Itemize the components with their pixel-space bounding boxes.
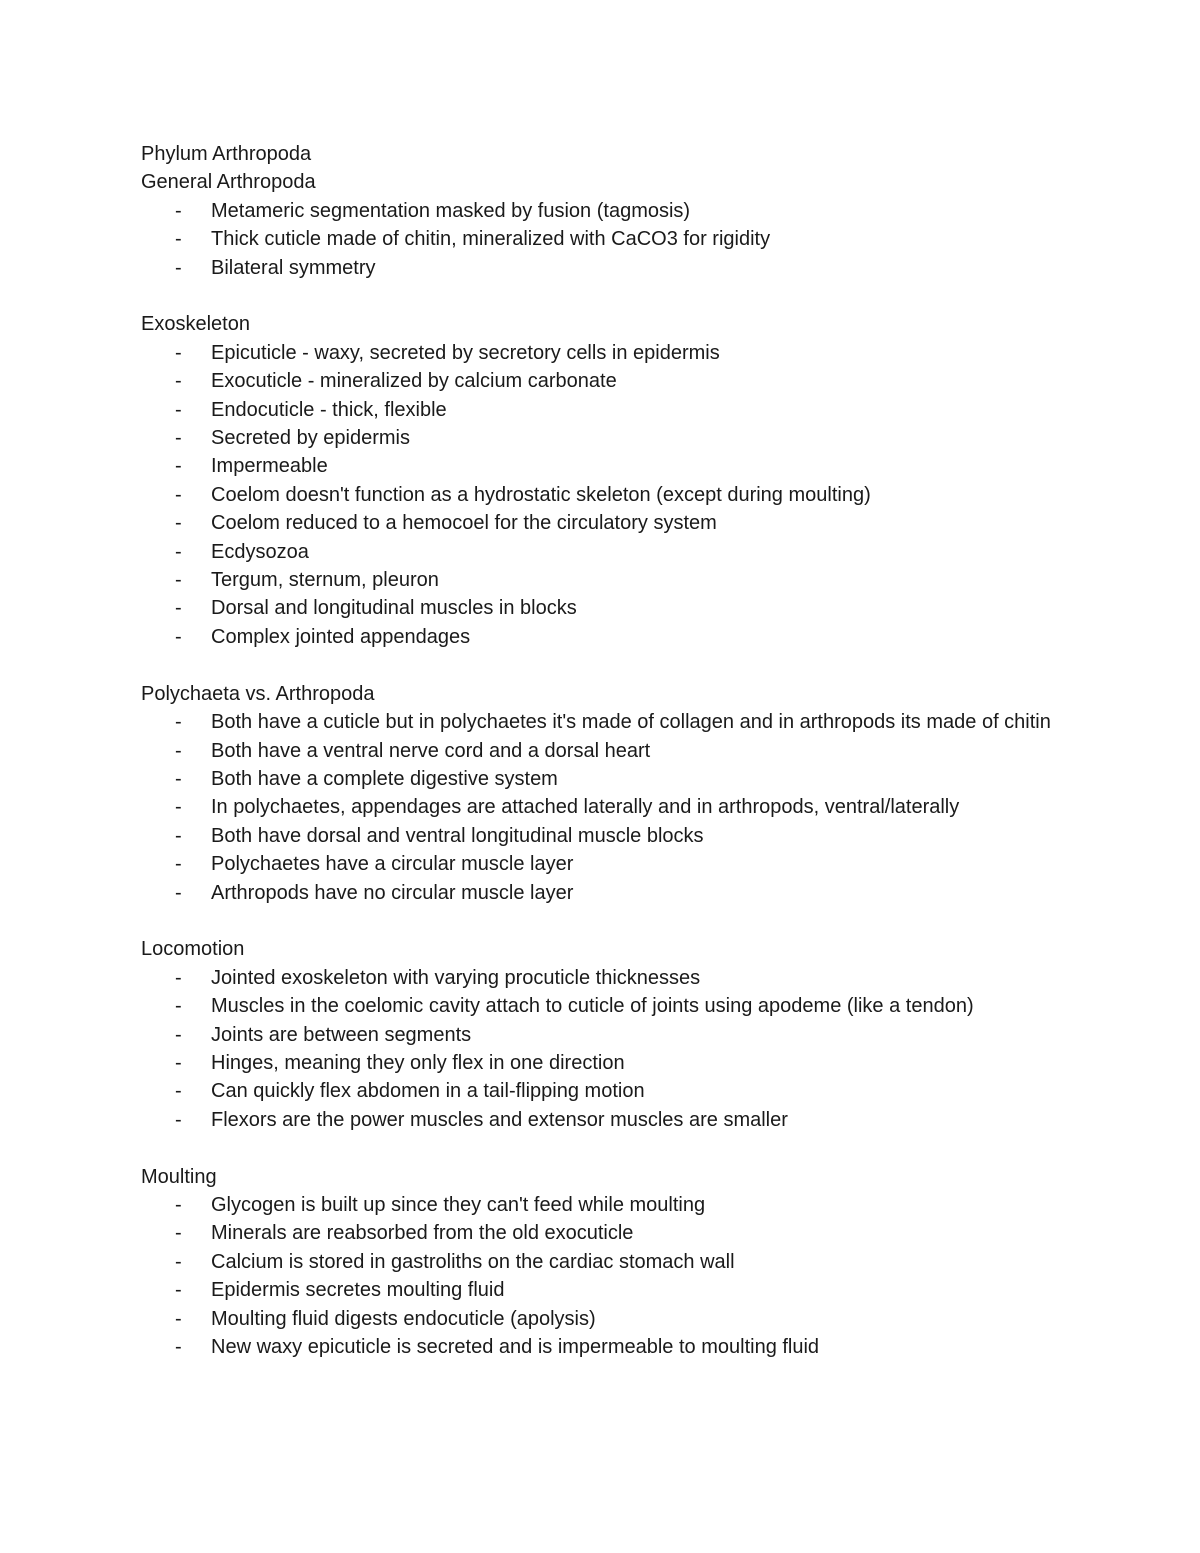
dash-bullet-icon: - bbox=[175, 1080, 182, 1103]
list-item bbox=[141, 850, 1061, 878]
list-item bbox=[141, 367, 1061, 395]
list-item-text: Both have a ventral nerve cord and a dorsal heart bbox=[211, 739, 651, 762]
document-page bbox=[141, 140, 1061, 1361]
dash-bullet-icon: - bbox=[175, 739, 182, 762]
list-item-text: Endocuticle - thick, flexible bbox=[211, 398, 447, 421]
list-item-text: Thick cuticle made of chitin, mineralized with CaCO3 for rigidity bbox=[211, 228, 771, 251]
dash-bullet-icon: - bbox=[175, 881, 182, 904]
dash-bullet-icon: - bbox=[175, 1051, 182, 1074]
list-item bbox=[141, 793, 1061, 821]
section-heading: Exoskeleton bbox=[141, 313, 250, 336]
list-item-text: Arthropods have no circular muscle layer bbox=[211, 881, 574, 904]
list-item-text: Muscles in the coelomic cavity attach to cuticle of joints using apodeme (like a tendon) bbox=[211, 995, 974, 1018]
dash-bullet-icon: - bbox=[175, 767, 182, 790]
dash-bullet-icon: - bbox=[175, 625, 182, 648]
list-item-text: Minerals are reabsorbed from the old exocuticle bbox=[211, 1222, 634, 1245]
list-item-text: In polychaetes, appendages are attached laterally and in arthropods, ventral/laterally bbox=[211, 796, 960, 819]
dash-bullet-icon: - bbox=[175, 199, 182, 222]
list-item bbox=[141, 594, 1061, 622]
dash-bullet-icon: - bbox=[175, 256, 182, 279]
dash-bullet-icon: - bbox=[175, 512, 182, 535]
section-heading: Locomotion bbox=[141, 938, 245, 961]
dash-bullet-icon: - bbox=[175, 483, 182, 506]
list-item-text: Complex jointed appendages bbox=[211, 625, 471, 648]
dash-bullet-icon: - bbox=[175, 540, 182, 563]
dash-bullet-icon: - bbox=[175, 1108, 182, 1131]
list-item bbox=[141, 1219, 1061, 1247]
list-item-text: Epidermis secretes moulting fluid bbox=[211, 1279, 505, 1302]
list-item-text: Tergum, sternum, pleuron bbox=[211, 569, 439, 592]
list-item-text: Ecdysozoa bbox=[211, 540, 309, 563]
list-item bbox=[141, 452, 1061, 480]
bullet-list bbox=[141, 1191, 1061, 1361]
list-item bbox=[141, 623, 1061, 651]
list-item bbox=[141, 566, 1061, 594]
section-heading: General Arthropoda bbox=[141, 171, 316, 194]
dash-bullet-icon: - bbox=[175, 370, 182, 393]
list-item-text: Coelom reduced to a hemocoel for the circulatory system bbox=[211, 512, 717, 535]
list-item-text: Impermeable bbox=[211, 455, 328, 478]
list-item bbox=[141, 1276, 1061, 1304]
dash-bullet-icon: - bbox=[175, 1250, 182, 1273]
list-item bbox=[141, 1191, 1061, 1219]
dash-bullet-icon: - bbox=[175, 398, 182, 421]
list-item bbox=[141, 822, 1061, 850]
list-item-text: New waxy epicuticle is secreted and is impermeable to moulting fluid bbox=[211, 1336, 820, 1358]
list-item-text: Epicuticle - waxy, secreted by secretory cells in epidermis bbox=[211, 341, 720, 364]
dash-bullet-icon: - bbox=[175, 1222, 182, 1245]
list-item-text: Calcium is stored in gastroliths on the cardiac stomach wall bbox=[211, 1250, 735, 1273]
list-item bbox=[141, 481, 1061, 509]
list-item bbox=[141, 225, 1061, 253]
dash-bullet-icon: - bbox=[175, 341, 182, 364]
dash-bullet-icon: - bbox=[175, 228, 182, 251]
list-item-text: Polychaetes have a circular muscle layer bbox=[211, 853, 574, 876]
list-item bbox=[141, 1333, 1061, 1361]
list-item bbox=[141, 1106, 1061, 1134]
list-item bbox=[141, 396, 1061, 424]
dash-bullet-icon: - bbox=[175, 427, 182, 450]
list-item bbox=[141, 765, 1061, 793]
section bbox=[141, 310, 1061, 651]
section bbox=[141, 1163, 1061, 1362]
list-item bbox=[141, 1049, 1061, 1077]
list-item bbox=[141, 424, 1061, 452]
list-item bbox=[141, 197, 1061, 225]
dash-bullet-icon: - bbox=[175, 455, 182, 478]
dash-bullet-icon: - bbox=[175, 1193, 182, 1216]
list-item bbox=[141, 964, 1061, 992]
dash-bullet-icon: - bbox=[175, 569, 182, 592]
list-item-text: Joints are between segments bbox=[211, 1023, 472, 1046]
list-item bbox=[141, 708, 1061, 736]
list-item-text: Jointed exoskeleton with varying procuticle thicknesses bbox=[211, 966, 701, 989]
section bbox=[141, 935, 1061, 1134]
bullet-list bbox=[141, 339, 1061, 651]
list-item bbox=[141, 1021, 1061, 1049]
list-item-text: Bilateral symmetry bbox=[211, 256, 376, 279]
list-item bbox=[141, 879, 1061, 907]
list-item-text: Flexors are the power muscles and extensor muscles are smaller bbox=[211, 1108, 788, 1131]
list-item bbox=[141, 254, 1061, 282]
list-item bbox=[141, 509, 1061, 537]
bullet-list bbox=[141, 964, 1061, 1134]
list-item bbox=[141, 538, 1061, 566]
list-item bbox=[141, 992, 1061, 1020]
list-item-text: Hinges, meaning they only flex in one direction bbox=[211, 1051, 625, 1074]
list-item-text: Metameric segmentation masked by fusion (tagmosis) bbox=[211, 199, 691, 222]
section-heading: Moulting bbox=[141, 1165, 217, 1188]
list-item-text: Both have a cuticle but in polychaetes it's made of collagen and in arthropods its made of chitin bbox=[211, 711, 1051, 734]
sections-container bbox=[141, 168, 1061, 1361]
dash-bullet-icon: - bbox=[175, 1307, 182, 1330]
list-item-text: Dorsal and longitudinal muscles in blocks bbox=[211, 597, 577, 620]
bullet-list bbox=[141, 708, 1061, 907]
document-title: Phylum Arthropoda bbox=[141, 143, 312, 165]
dash-bullet-icon: - bbox=[175, 796, 182, 819]
list-item bbox=[141, 1305, 1061, 1333]
dash-bullet-icon: - bbox=[175, 853, 182, 876]
dash-bullet-icon: - bbox=[175, 1336, 182, 1358]
list-item-text: Can quickly flex abdomen in a tail-flipping motion bbox=[211, 1080, 645, 1103]
section bbox=[141, 168, 1061, 282]
list-item-text: Moulting fluid digests endocuticle (apolysis) bbox=[211, 1307, 596, 1330]
list-item bbox=[141, 1077, 1061, 1105]
list-item-text: Glycogen is built up since they can't feed while moulting bbox=[211, 1193, 706, 1216]
bullet-list bbox=[141, 197, 1061, 282]
section bbox=[141, 680, 1061, 907]
list-item bbox=[141, 737, 1061, 765]
dash-bullet-icon: - bbox=[175, 995, 182, 1018]
list-item-text: Coelom doesn't function as a hydrostatic skeleton (except during moulting) bbox=[211, 483, 871, 506]
list-item-text: Both have a complete digestive system bbox=[211, 767, 558, 790]
dash-bullet-icon: - bbox=[175, 966, 182, 989]
dash-bullet-icon: - bbox=[175, 824, 182, 847]
section-heading: Polychaeta vs. Arthropoda bbox=[141, 682, 375, 705]
list-item-text: Both have dorsal and ventral longitudinal muscle blocks bbox=[211, 824, 704, 847]
list-item-text: Exocuticle - mineralized by calcium carbonate bbox=[211, 370, 617, 393]
dash-bullet-icon: - bbox=[175, 597, 182, 620]
dash-bullet-icon: - bbox=[175, 1023, 182, 1046]
list-item bbox=[141, 339, 1061, 367]
dash-bullet-icon: - bbox=[175, 711, 182, 734]
list-item bbox=[141, 1248, 1061, 1276]
dash-bullet-icon: - bbox=[175, 1279, 182, 1302]
list-item-text: Secreted by epidermis bbox=[211, 427, 410, 450]
